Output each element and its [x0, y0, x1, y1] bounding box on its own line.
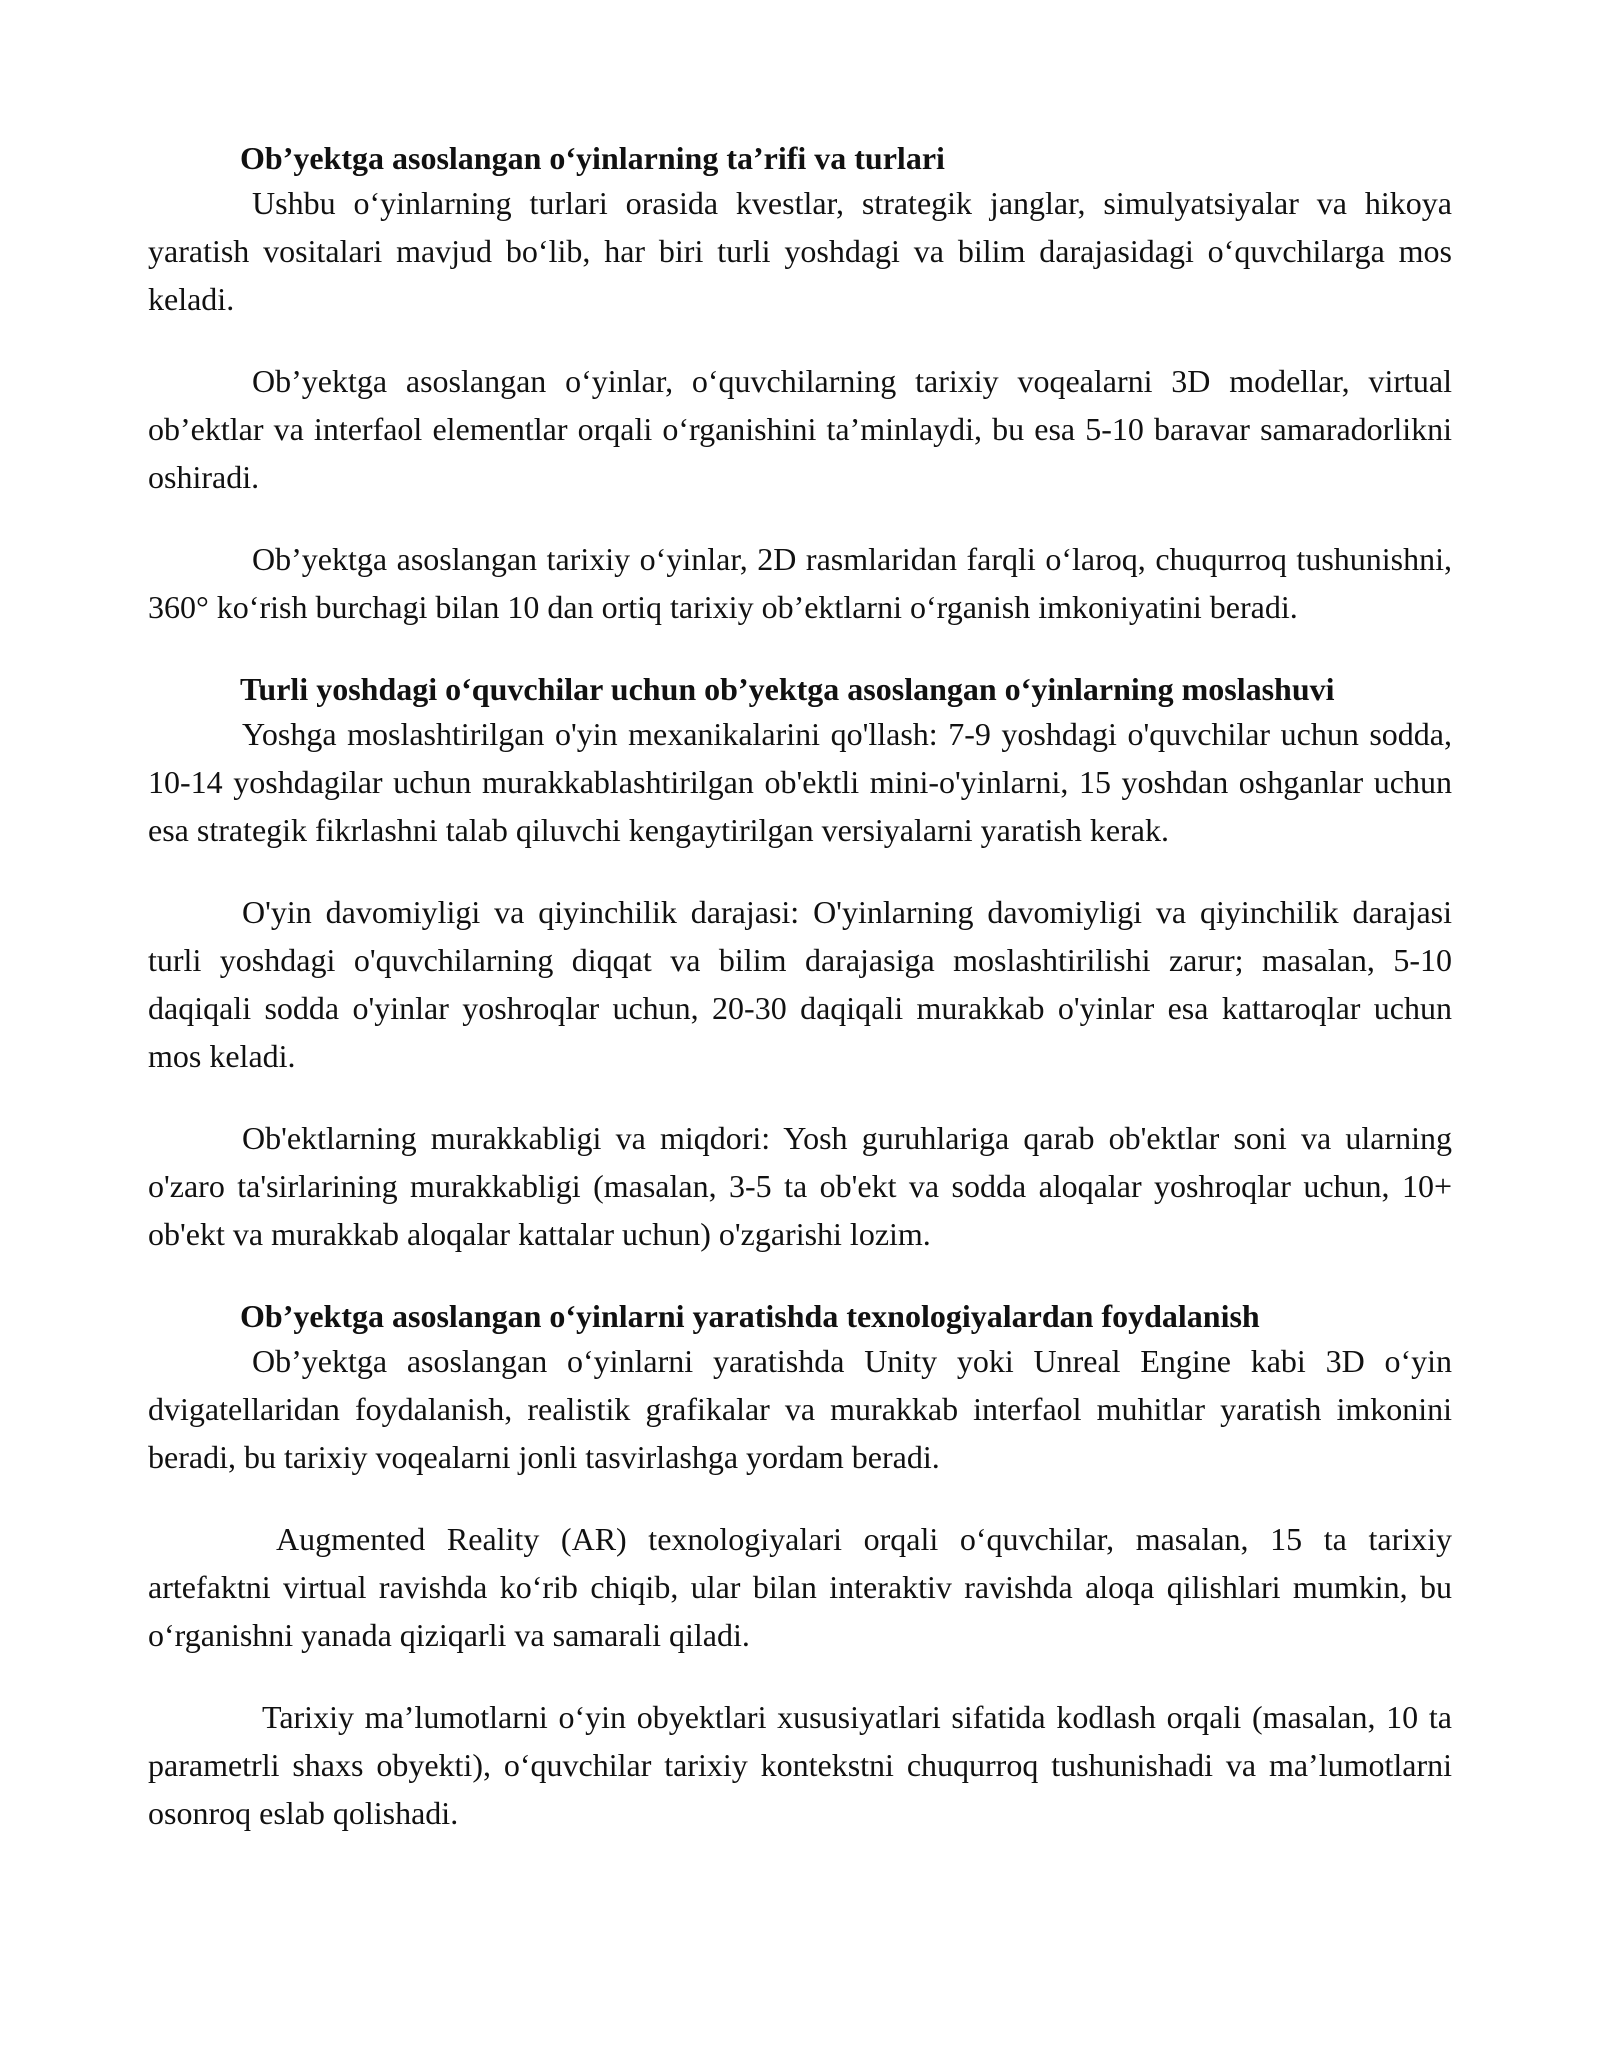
document-page	[148, 138, 1452, 1871]
paragraph: Yoshga moslashtirilgan o'yin mexanikalarini qo'llash: 7-9 yoshdagi o'quvchilar uchun sodda, 10-14 yoshdagilar uchun murakkablashtirilgan ob'ektli mini-o'yinlarni, 15 yoshdan oshganlar uchun esa strategik fikrlashni talab qiluvchi kengaytirilgan versiyalarni yaratish kerak.	[148, 716, 1452, 848]
paragraph: Ob’yektga asoslangan o‘yinlar, o‘quvchilarning tarixiy voqealarni 3D modellar, virtual ob’ektlar va interfaol elementlar orqali o‘rganishini ta’minlaydi, bu esa 5-10 baravar samaradorlikni oshiradi.	[148, 363, 1452, 495]
paragraph: Ob’yektga asoslangan o‘yinlarni yaratishda Unity yoki Unreal Engine kabi 3D o‘yin dvigatellaridan foydalanish, realistik grafikalar va murakkab interfaol muhitlar yaratish imkonini beradi, bu tarixiy voqealarni jonli tasvirlashga yordam beradi.	[148, 1343, 1452, 1475]
section-heading: Turli yoshdagi o‘quvchilar uchun ob’yektga asoslangan o‘yinlarning moslashuvi	[240, 671, 1335, 707]
paragraph: Ob'ektlarning murakkabligi va miqdori: Yosh guruhlariga qarab ob'ektlar soni va ularning o'zaro ta'sirlarining murakkabligi (masalan, 3-5 ta ob'ekt va sodda aloqalar yoshroqlar uchun, 10+ ob'ekt va murakkab aloqalar kattalar uchun) o'zgarishi lozim.	[148, 1120, 1452, 1252]
section-definition-and-types	[148, 138, 1452, 631]
paragraph: O'yin davomiyligi va qiyinchilik darajasi: O'yinlarning davomiyligi va qiyinchilik darajasi turli yoshdagi o'quvchilarning diqqat va bilim darajasiga moslashtirilishi zarur; masalan, 5-10 daqiqali sodda o'yinlar yoshroqlar uchun, 20-30 daqiqali murakkab o'yinlar esa kattaroqlar uchun mos keladi.	[148, 894, 1452, 1074]
section-heading: Ob’yektga asoslangan o‘yinlarni yaratishda texnologiyalardan foydalanish	[240, 1298, 1260, 1334]
section-technologies	[148, 1296, 1452, 1837]
paragraph: Ushbu o‘yinlarning turlari orasida kvestlar, strategik janglar, simulyatsiyalar va hikoya yaratish vositalari mavjud bo‘lib, har biri turli yoshdagi va bilim darajasidagi o‘quvchilarga mos keladi.	[148, 185, 1452, 317]
paragraph: Augmented Reality (AR) texnologiyalari orqali o‘quvchilar, masalan, 15 ta tarixiy artefaktni virtual ravishda ko‘rib chiqib, ular bilan interaktiv ravishda aloqa qilishlari mumkin, bu o‘rganishni yanada qiziqarli va samarali qiladi.	[148, 1521, 1452, 1653]
paragraph: Ob’yektga asoslangan tarixiy o‘yinlar, 2D rasmlaridan farqli o‘laroq, chuqurroq tushunishni, 360° ko‘rish burchagi bilan 10 dan ortiq tarixiy ob’ektlarni o‘rganish imkoniyatini beradi.	[148, 541, 1452, 625]
section-age-adaptation	[148, 669, 1452, 1258]
paragraph: Tarixiy ma’lumotlarni o‘yin obyektlari xususiyatlari sifatida kodlash orqali (masalan, 10 ta parametrli shaxs obyekti), o‘quvchilar tarixiy kontekstni chuqurroq tushunishadi va ma’lumotlarni osonroq eslab qolishadi.	[148, 1699, 1452, 1831]
section-heading: Ob’yektga asoslangan o‘yinlarning ta’rifi va turlari	[240, 140, 945, 176]
